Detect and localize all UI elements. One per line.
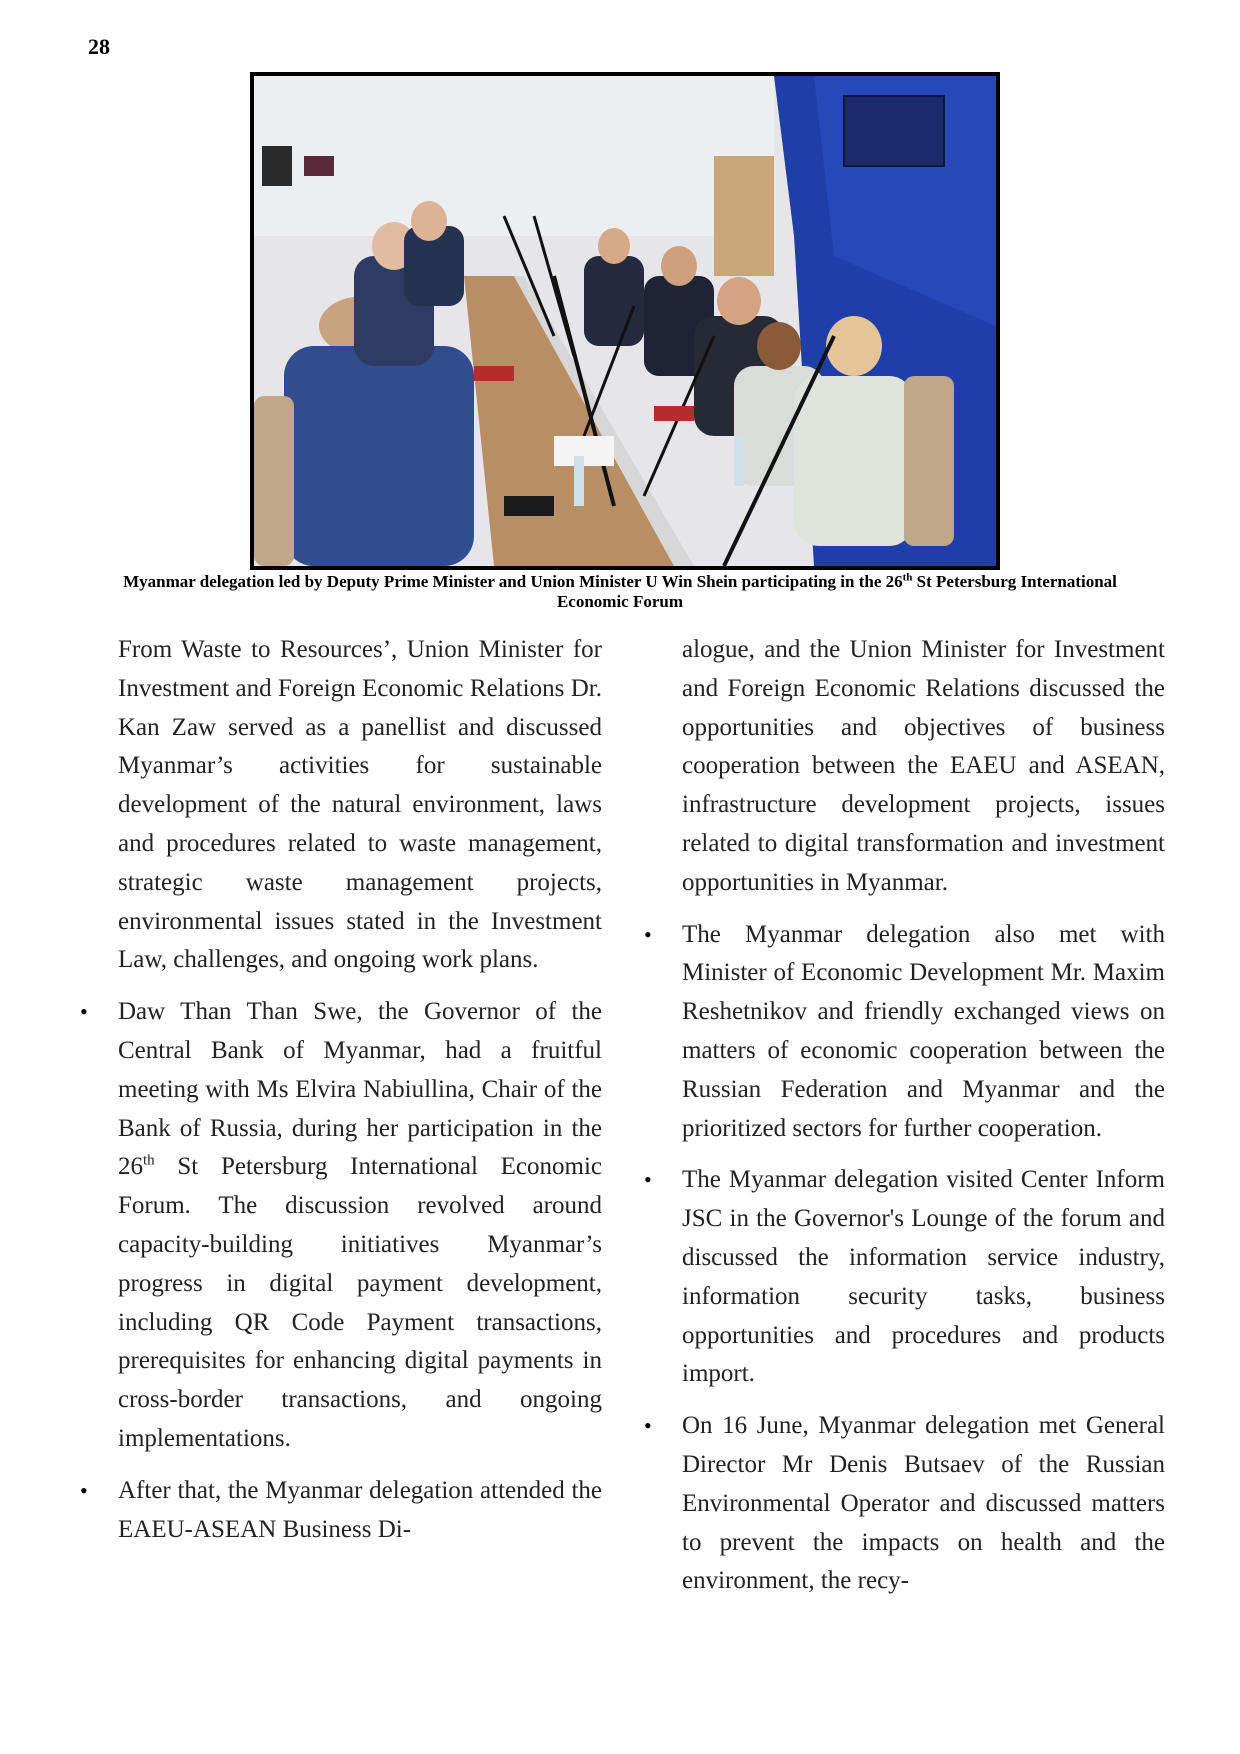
bullet-text-end: St Petersburg International Economic Forum. The discussion revolved around capacity-building initiatives Myanmar’s progress in digital payment development, including QR Code Payment transactions, prerequisites for enhancing digital payments in cross-border transactions, and ongoing implementations.: [118, 1153, 602, 1452]
bullet-item-eaeu-asean: • After that, the Myanmar delegation attended the EAEU-ASEAN Business Di-: [118, 1472, 602, 1550]
bullet-item-center-inform: • The Myanmar delegation visited Center Inform JSC in the Governor's Lounge of the forum and discussed the information service industry, information security tasks, business opportunities and procedures and products import.: [682, 1161, 1165, 1394]
bullet-item-central-bank: [118, 993, 602, 1459]
bullet-item-environmental-operator: • On 16 June, Myanmar delegation met General Director Mr Denis Butsaev of the Russian Environmental Operator and discussed matters to prevent the impacts on health and the environment, the recy-: [682, 1407, 1165, 1601]
page-number: 28: [88, 34, 110, 59]
bullet-superscript: th: [143, 1153, 155, 1170]
bullet-text: Daw Than Than Swe, the Governor of the Central Bank of Myanmar, had a fruitful meeting with Ms Elvira Nabiullina, Chair of the Bank of Russia, during her participation in the 26: [118, 998, 602, 1181]
meeting-photo: [250, 72, 1000, 570]
caption-text-end: St Petersburg International Economic Forum: [556, 572, 1117, 611]
left-column: [118, 631, 602, 1562]
bullet-item-economic-development: • The Myanmar delegation also met with Minister of Economic Development Mr. Maxim Reshetnikov and friendly exchanged views on matters of economic cooperation between the Russian Federation and Myanmar and the prioritized sectors for further cooperation.: [682, 916, 1165, 1149]
right-column: [682, 631, 1165, 1614]
intro-paragraph: From Waste to Resources’, Union Minister for Investment and Foreign Economic Relations Dr. Kan Zaw served as a panellist and discussed Myanmar’s activities for sustainable development of the natural environment, laws and procedures related to waste management, strategic waste management projects, environmental issues stated in the Investment Law, challenges, and ongoing work plans.: [118, 636, 602, 974]
caption-superscript: th: [902, 571, 913, 584]
figure-caption: [110, 572, 1130, 612]
continuation-paragraph: alogue, and the Union Minister for Investment and Foreign Economic Relations discussed the opportunities and objectives of business cooperation between the EAEU and ASEAN, infrastructure development projects, issues related to digital transformation and investment opportunities in Myanmar.: [682, 636, 1165, 896]
caption-text: Myanmar delegation led by Deputy Prime Minister and Union Minister U Win Shein participating in the 26: [123, 572, 903, 591]
